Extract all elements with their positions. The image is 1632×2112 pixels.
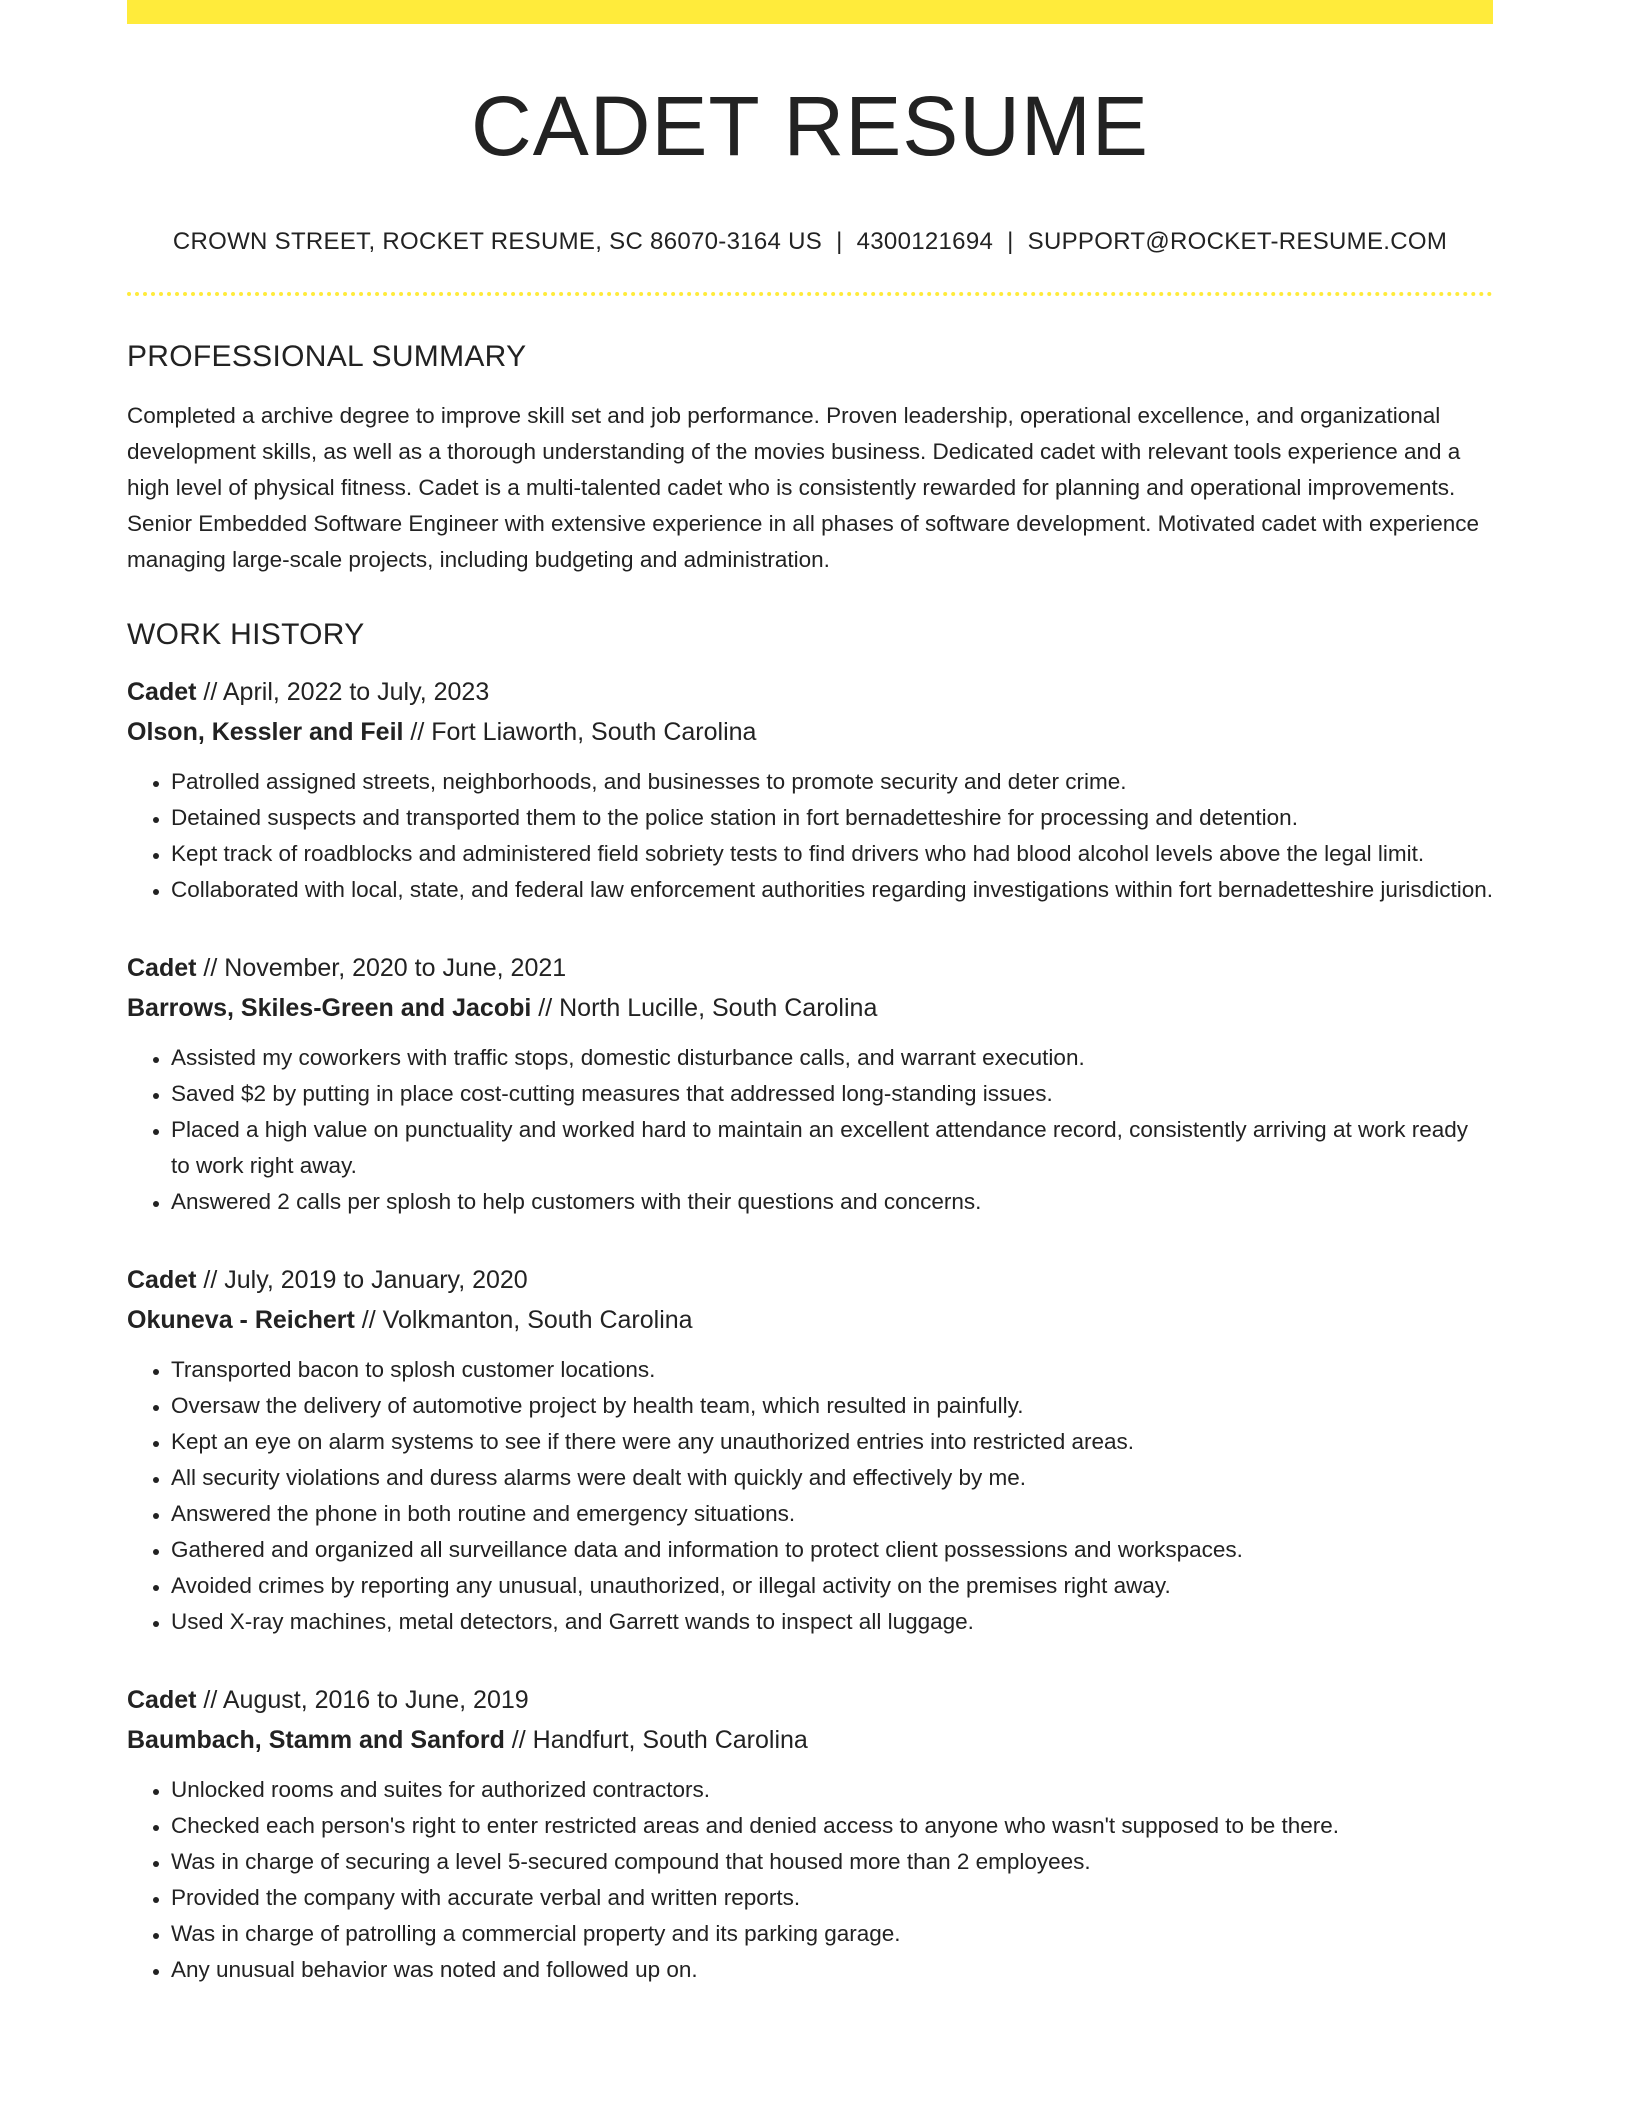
job-company: Olson, Kessler and Feil — [127, 718, 404, 746]
job-location: Fort Liaworth, South Carolina — [431, 718, 757, 746]
job-bullet: • Detained suspects and transported them to the police station in fort bernadetteshire for processing and detention. — [171, 800, 1493, 836]
job-bullet: • Avoided crimes by reporting any unusual, unauthorized, or illegal activity on the premises right away. — [171, 1568, 1493, 1604]
job-separator: // — [403, 718, 432, 746]
job-bullet: • Unlocked rooms and suites for authorized contractors. — [171, 1772, 1493, 1808]
job-company: Okuneva - Reichert — [127, 1306, 355, 1334]
job-separator: // — [196, 1266, 225, 1294]
job-entry — [127, 948, 1493, 1220]
summary-text: Completed a archive degree to improve skill set and job performance. Proven leadership, operational excellence, and organizational development skills, as well as a thorough understanding of the movies business. Dedicated cadet with relevant tools experience and a high level of physical fitness. Cadet is a multi-talented cadet who is consistently rewarded for planning and operational improvements. Senior Embedded Software Engineer with extensive experience in all phases of software development. Motivated cadet with experience managing large-scale projects, including budgeting and administration. — [127, 403, 1480, 572]
job-bullet: • Provided the company with accurate verbal and written reports. — [171, 1880, 1493, 1916]
job-separator: // — [531, 994, 560, 1022]
job-role: Cadet — [127, 1266, 197, 1294]
job-title-line — [127, 948, 1493, 988]
job-company-line — [127, 1300, 1493, 1340]
job-location: Volkmanton, South Carolina — [382, 1306, 693, 1334]
resume-page — [127, 0, 1493, 1988]
job-bullet: • Gathered and organized all surveillance data and information to protect client possessions and workspaces. — [171, 1532, 1493, 1568]
job-separator: // — [196, 678, 223, 706]
job-bullet: • Checked each person's right to enter restricted areas and denied access to anyone who wasn't supposed to be there. — [171, 1808, 1493, 1844]
work-history-heading: WORK HISTORY — [127, 618, 365, 651]
job-bullet: • Any unusual behavior was noted and followed up on. — [171, 1952, 1493, 1988]
job-bullet: • Patrolled assigned streets, neighborhoods, and businesses to promote security and deter crime. — [171, 764, 1493, 800]
job-dates: July, 2019 to January, 2020 — [224, 1266, 528, 1294]
job-dates: April, 2022 to July, 2023 — [222, 678, 490, 706]
accent-bar — [127, 0, 1493, 24]
job-dates: August, 2016 to June, 2019 — [222, 1686, 529, 1714]
job-role: Cadet — [127, 1686, 197, 1714]
job-location: Handfurt, South Carolina — [532, 1726, 808, 1754]
job-company-line — [127, 988, 1493, 1028]
job-bullet: • Kept track of roadblocks and administered field sobriety tests to find drivers who had blood alcohol levels above the legal limit. — [171, 836, 1493, 872]
job-bullet: • Answered the phone in both routine and emergency situations. — [171, 1496, 1493, 1532]
summary-heading: PROFESSIONAL SUMMARY — [127, 340, 527, 373]
work-history-list — [127, 672, 1493, 1988]
job-dates: November, 2020 to June, 2021 — [224, 954, 567, 982]
job-entry — [127, 1680, 1493, 1988]
job-bullet: • Was in charge of securing a level 5-secured compound that housed more than 2 employees. — [171, 1844, 1493, 1880]
job-role: Cadet — [127, 954, 197, 982]
resume-title: CADET RESUME — [471, 79, 1149, 173]
job-bullets — [127, 1772, 1493, 1988]
job-bullets — [127, 1352, 1493, 1640]
job-location: North Lucille, South Carolina — [559, 994, 878, 1022]
job-bullet: • Kept an eye on alarm systems to see if there were any unauthorized entries into restricted areas. — [171, 1424, 1493, 1460]
job-bullet: • Transported bacon to splosh customer locations. — [171, 1352, 1493, 1388]
job-company: Barrows, Skiles-Green and Jacobi — [127, 994, 532, 1022]
job-bullet: • Answered 2 calls per splosh to help customers with their questions and concerns. — [171, 1184, 1493, 1220]
job-entry — [127, 1260, 1493, 1640]
job-company-line — [127, 1720, 1493, 1760]
job-bullet: • All security violations and duress alarms were dealt with quickly and effectively by me. — [171, 1460, 1493, 1496]
job-bullet: • Collaborated with local, state, and federal law enforcement authorities regarding investigations within fort bernadetteshire jurisdiction. — [171, 872, 1493, 908]
job-entry — [127, 672, 1493, 908]
job-title-line — [127, 1260, 1493, 1300]
job-bullet: • Placed a high value on punctuality and worked hard to maintain an excellent attendance record, consistently arriving at work ready to work right away. — [171, 1112, 1493, 1184]
job-bullet: • Used X-ray machines, metal detectors, and Garrett wands to inspect all luggage. — [171, 1604, 1493, 1640]
contact-separator: | — [1007, 228, 1014, 255]
job-bullet: • Saved $2 by putting in place cost-cutting measures that addressed long-standing issues. — [171, 1076, 1493, 1112]
contact-phone: 4300121694 — [856, 228, 994, 255]
job-role: Cadet — [127, 678, 197, 706]
contact-separator: | — [836, 228, 843, 255]
divider — [127, 292, 1493, 296]
job-title-line — [127, 1680, 1493, 1720]
job-bullet: • Assisted my coworkers with traffic stops, domestic disturbance calls, and warrant execution. — [171, 1040, 1493, 1076]
job-bullets — [127, 1040, 1493, 1220]
job-bullet: • Was in charge of patrolling a commercial property and its parking garage. — [171, 1916, 1493, 1952]
job-separator: // — [504, 1726, 533, 1754]
job-separator: // — [196, 954, 225, 982]
contact-address: CROWN STREET, ROCKET RESUME, SC 86070-3164 US — [172, 228, 823, 255]
job-separator: // — [196, 1686, 223, 1714]
contact-line — [127, 228, 1493, 256]
job-separator: // — [354, 1306, 383, 1334]
job-bullets — [127, 764, 1493, 908]
contact-email: SUPPORT@ROCKET-RESUME.COM — [1027, 228, 1448, 255]
job-company-line — [127, 712, 1493, 752]
job-bullet: • Oversaw the delivery of automotive project by health team, which resulted in painfully. — [171, 1388, 1493, 1424]
job-title-line — [127, 672, 1493, 712]
job-company: Baumbach, Stamm and Sanford — [127, 1726, 505, 1754]
